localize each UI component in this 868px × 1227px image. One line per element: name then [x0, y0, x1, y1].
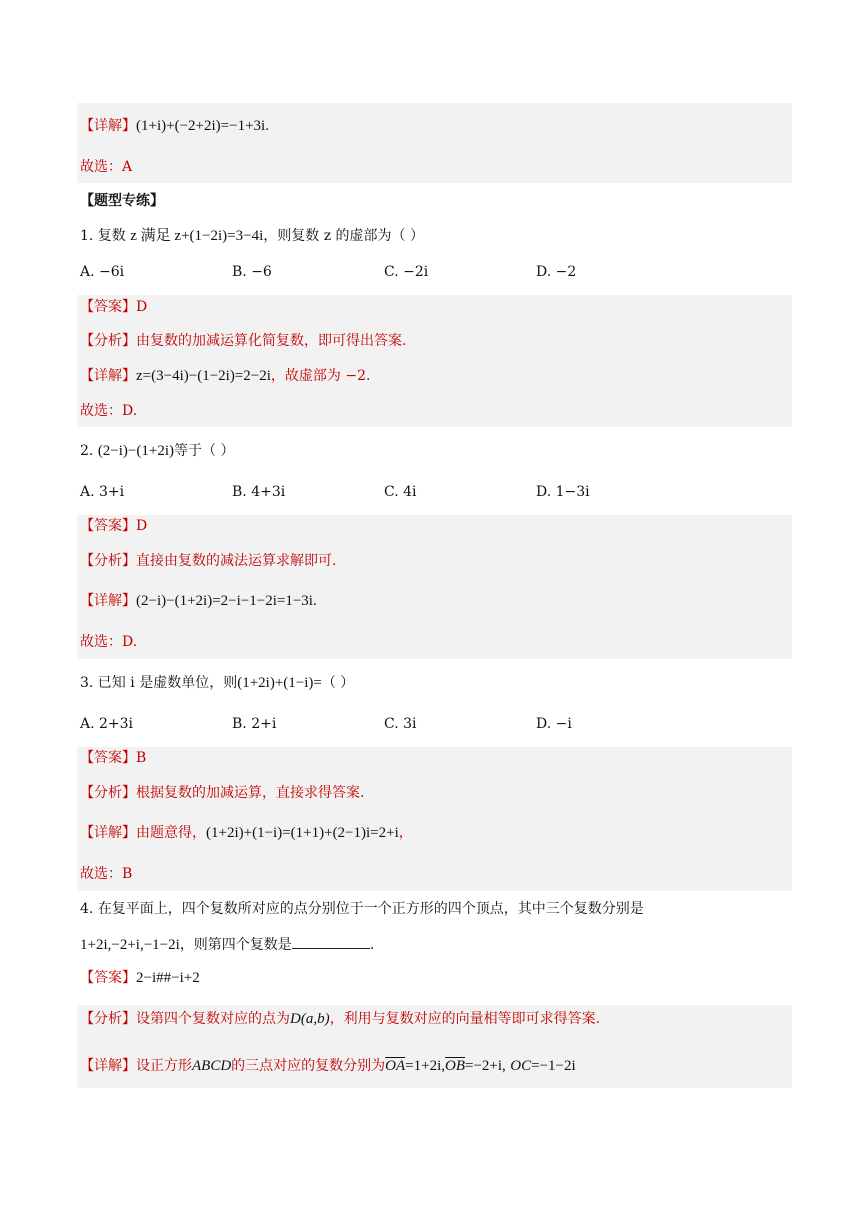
answer-tag: 【答案】 [80, 750, 136, 766]
q3-solution-box [77, 747, 792, 891]
q4-stem-expr: 1+2i,−2+i,−1−2i [80, 937, 180, 953]
answer-tag: 【答案】 [80, 299, 136, 315]
q4-analysis-suffix: ，利用与复数对应的向量相等即可求得答案. [329, 1011, 601, 1027]
q2-answer-line [80, 516, 147, 536]
q1-answer-line [80, 297, 147, 317]
q4-vector-oa-value: =1+2i, [405, 1058, 446, 1074]
q1-solution-box [77, 295, 792, 427]
q3-analysis-line [80, 783, 364, 803]
q3-detail-expr: (1+2i)+(1−i)=(1+1)+(2−1)i=2+i [206, 825, 399, 841]
q4-vector-oa: $\overline{OA}$ [385, 1058, 406, 1074]
detail-tag: 【详解】 [80, 368, 136, 384]
q4-analysis-expr: D(a,b) [290, 1011, 330, 1027]
answer-tag: 【答案】 [80, 518, 136, 534]
q2-answer: D [136, 518, 148, 534]
q4-detail-prefix: 设正方形 [136, 1058, 192, 1074]
q1-detail-suffix: ，故虚部为 −2. [270, 368, 371, 384]
detail-tag: 【详解】 [80, 825, 136, 841]
q3-option-a: A. 2+3i [80, 716, 134, 732]
q1-option-b: B. −6 [232, 264, 272, 280]
top-choice: 故选：A [80, 159, 133, 175]
q1-stem [80, 226, 424, 246]
q4-answer: 2−i##−i+2 [136, 970, 200, 986]
q4-vector-oc: OC [510, 1058, 532, 1074]
top-detail-line [80, 116, 269, 136]
q1-analysis-line [80, 331, 406, 351]
q3-stem-expr: (1+2i)+(1−i)= [237, 675, 322, 691]
q3-option-d: D. −i [536, 716, 572, 732]
q4-vector-ob: $\overline{OB}$ [445, 1058, 466, 1074]
top-detail-expr: (1+i)+(−2+2i)=−1+3i. [136, 118, 269, 134]
q3-option-b: B. 2+i [232, 716, 277, 732]
q4-answer-line [80, 968, 200, 988]
q3-detail-prefix: 由题意得， [136, 825, 206, 841]
q4-stem-line1: 4. 在复平面上，四个复数所对应的点分别位于一个正方形的四个顶点，其中三个复数分别是 [80, 901, 644, 917]
q1-detail-line [80, 366, 370, 386]
q2-analysis-line [80, 551, 336, 571]
q1-choice: 故选：D. [80, 403, 138, 419]
q2-choice: 故选：D. [80, 634, 138, 650]
q1-stem-suffix: ，则复数 z 的虚部为（ ） [263, 228, 424, 244]
q3-option-c: C. 3i [384, 716, 417, 732]
q2-stem-prefix: 2. [80, 443, 94, 459]
q3-stem-suffix: （ ） [321, 675, 355, 691]
q4-vector-ob-value: =−2+i, [465, 1058, 506, 1074]
answer-tag: 【答案】 [80, 970, 136, 986]
answer-blank [292, 934, 370, 949]
q1-option-d: D. −2 [536, 264, 577, 280]
q1-option-a: A. −6i [80, 264, 125, 280]
q2-option-d: D. 1−3i [536, 484, 590, 500]
q2-detail-line [80, 591, 317, 611]
q3-detail-suffix: ， [398, 825, 413, 841]
q4-analysis-line [80, 1009, 600, 1029]
top-solution-box [77, 103, 792, 183]
q4-vector-oc-value: =−1−2i [531, 1058, 576, 1074]
q2-detail-expr: (2−i)−(1+2i)=2−i−1−2i=1−3i. [136, 593, 317, 609]
q4-analysis-prefix: 设第四个复数对应的点为 [136, 1011, 290, 1027]
q4-stem-line2 [80, 934, 374, 955]
q2-option-b: B. 4+3i [232, 484, 286, 500]
q1-detail-expr: z=(3−4i)−(1−2i)=2−2i [136, 368, 271, 384]
q3-stem [80, 673, 354, 693]
q4-detail-abcd: ABCD [192, 1058, 232, 1074]
q3-answer-line [80, 748, 146, 768]
q3-answer: B [136, 750, 147, 766]
q3-choice: 故选：B [80, 866, 133, 882]
q2-option-a: A. 3+i [80, 484, 125, 500]
analysis-tag: 【分析】 [80, 785, 136, 801]
q2-option-c: C. 4i [384, 484, 417, 500]
q4-stem-suffix: ，则第四个复数是 [179, 937, 292, 953]
q4-detail-line [80, 1056, 576, 1076]
detail-tag: 【详解】 [80, 593, 136, 609]
q2-analysis: 直接由复数的减法运算求解即可. [136, 553, 337, 569]
q2-stem-expr: (2−i)−(1+2i) [97, 443, 175, 459]
q3-analysis: 根据复数的加减运算，直接求得答案. [136, 785, 365, 801]
q1-answer: D [136, 299, 148, 315]
analysis-tag: 【分析】 [80, 1011, 136, 1027]
detail-tag: 【详解】 [80, 1058, 136, 1074]
section-title: 【题型专练】 [80, 193, 164, 209]
detail-tag: 【详解】 [80, 118, 136, 134]
q4-stem-end: . [369, 937, 375, 953]
q3-detail-line [80, 823, 413, 843]
q1-stem-mid: z 满足 z+(1−2i)=3−4i [130, 228, 264, 244]
q2-stem-suffix: 等于（ ） [174, 443, 235, 459]
q1-analysis: 由复数的加减运算化简复数，即可得出答案. [136, 333, 407, 349]
q3-stem-prefix: 3. 已知 [80, 675, 126, 691]
q1-option-c: C. −2i [384, 264, 429, 280]
q1-stem-prefix: 1. 复数 [80, 228, 126, 244]
q3-stem-mid: i 是虚数单位，则 [130, 675, 238, 691]
analysis-tag: 【分析】 [80, 333, 136, 349]
q2-stem [80, 441, 234, 461]
q4-detail-mid: 的三点对应的复数分别为 [231, 1058, 386, 1074]
q2-solution-box [77, 515, 792, 659]
analysis-tag: 【分析】 [80, 553, 136, 569]
